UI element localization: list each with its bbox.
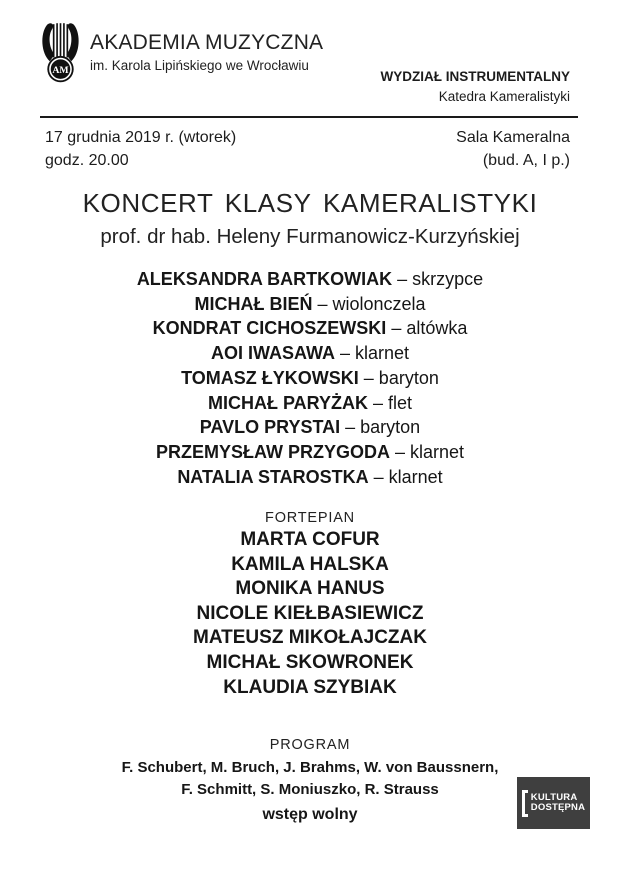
pianist-row: MONIKA HANUS — [235, 578, 385, 600]
performer-name: MICHAŁ PARYŻAK — [207, 392, 368, 413]
pianist-row: MARTA COFUR — [240, 529, 380, 550]
performer-name: MICHAŁ BIEŃ — [194, 293, 313, 314]
performer-row — [0, 440, 620, 465]
bracket-icon — [522, 790, 528, 817]
event-venue-block — [456, 127, 570, 172]
chair-name: Katedra Kameralistyki — [438, 89, 570, 104]
performer-instrument: – baryton — [340, 417, 421, 438]
pianist-row: MICHAŁ SKOWRONEK — [206, 651, 414, 673]
pianists-list — [0, 528, 620, 700]
performer-row — [0, 292, 620, 317]
department-name: WYDZIAŁ INSTRUMENTALNY — [380, 69, 570, 84]
pianist-row: KAMILA HALSKA — [231, 553, 389, 575]
department-block — [381, 69, 570, 104]
event-time: godz. 20.00 — [45, 151, 129, 169]
performer-instrument: – wiolonczela — [312, 293, 426, 314]
kultura-badge-line1: KULTURA — [530, 791, 578, 803]
academy-name: AKADEMIA MUZYCZNA — [90, 31, 324, 54]
header-divider — [40, 116, 578, 118]
composers-line-1: F. Schubert, M. Bruch, J. Brahms, W. von Baussnern, — [121, 759, 499, 776]
concert-title: KONCERT KLASY KAMERALISTYKI — [82, 188, 538, 218]
performer-row — [0, 465, 620, 490]
performer-row — [0, 316, 620, 341]
event-date: 17 grudnia 2019 r. (wtorek) — [45, 129, 237, 146]
academy-text — [90, 20, 323, 73]
performer-instrument: – altówka — [386, 318, 468, 339]
pianist-row: NICOLE KIEŁBASIEWICZ — [196, 602, 424, 624]
event-date-block — [45, 127, 236, 172]
performer-instrument: – skrzypce — [392, 269, 484, 289]
performer-name: PRZEMYSŁAW PRZYGODA — [155, 441, 390, 462]
kultura-badge-text — [531, 793, 585, 814]
performer-row — [0, 391, 620, 416]
performer-row — [0, 366, 620, 391]
performer-name: PAVLO PRYSTAI — [199, 417, 341, 438]
pianist-row: MATEUSZ MIKOŁAJCZAK — [193, 627, 427, 649]
performer-row — [0, 267, 620, 292]
kultura-badge-content — [522, 790, 585, 817]
performer-instrument: – klarnet — [389, 441, 465, 462]
kultura-badge-line2: DOSTĘPNA — [530, 802, 586, 813]
lyre-logo-icon — [40, 20, 81, 85]
logo-monogram: AM — [52, 65, 69, 76]
pianist-row: KLAUDIA SZYBIAK — [223, 676, 397, 698]
academy-header — [40, 20, 323, 85]
performer-name: TOMASZ ŁYKOWSKI — [181, 367, 359, 388]
academy-subtitle: im. Karola Lipińskiego we Wrocławiu — [90, 58, 309, 73]
performer-instrument: – klarnet — [334, 343, 410, 364]
performer-name: AOI IWASAWA — [210, 343, 335, 364]
performers-list — [0, 267, 620, 489]
performer-name: NATALIA STAROSTKA — [177, 466, 369, 487]
performer-instrument: – baryton — [358, 367, 439, 388]
performer-row — [0, 415, 620, 440]
event-venue: Sala Kameralna — [456, 129, 570, 146]
performer-instrument: – flet — [367, 392, 413, 413]
admission-note: wstęp wolny — [262, 806, 358, 823]
kultura-dostepna-badge — [517, 777, 590, 829]
performer-row — [0, 341, 620, 366]
program-heading: PROGRAM — [269, 737, 351, 753]
event-venue-detail: (bud. A, I p.) — [482, 151, 570, 169]
fortepian-heading: FORTEPIAN — [265, 510, 355, 526]
performer-name: ALEKSANDRA BARTKOWIAK — [136, 269, 393, 289]
performer-name: KONDRAT CICHOSZEWSKI — [152, 318, 387, 339]
performer-instrument: – klarnet — [368, 466, 443, 487]
composers-line-2: F. Schmitt, S. Moniuszko, R. Strauss — [181, 781, 439, 798]
concert-subtitle: prof. dr hab. Heleny Furmanowicz-Kurzyńskiej — [100, 225, 520, 248]
